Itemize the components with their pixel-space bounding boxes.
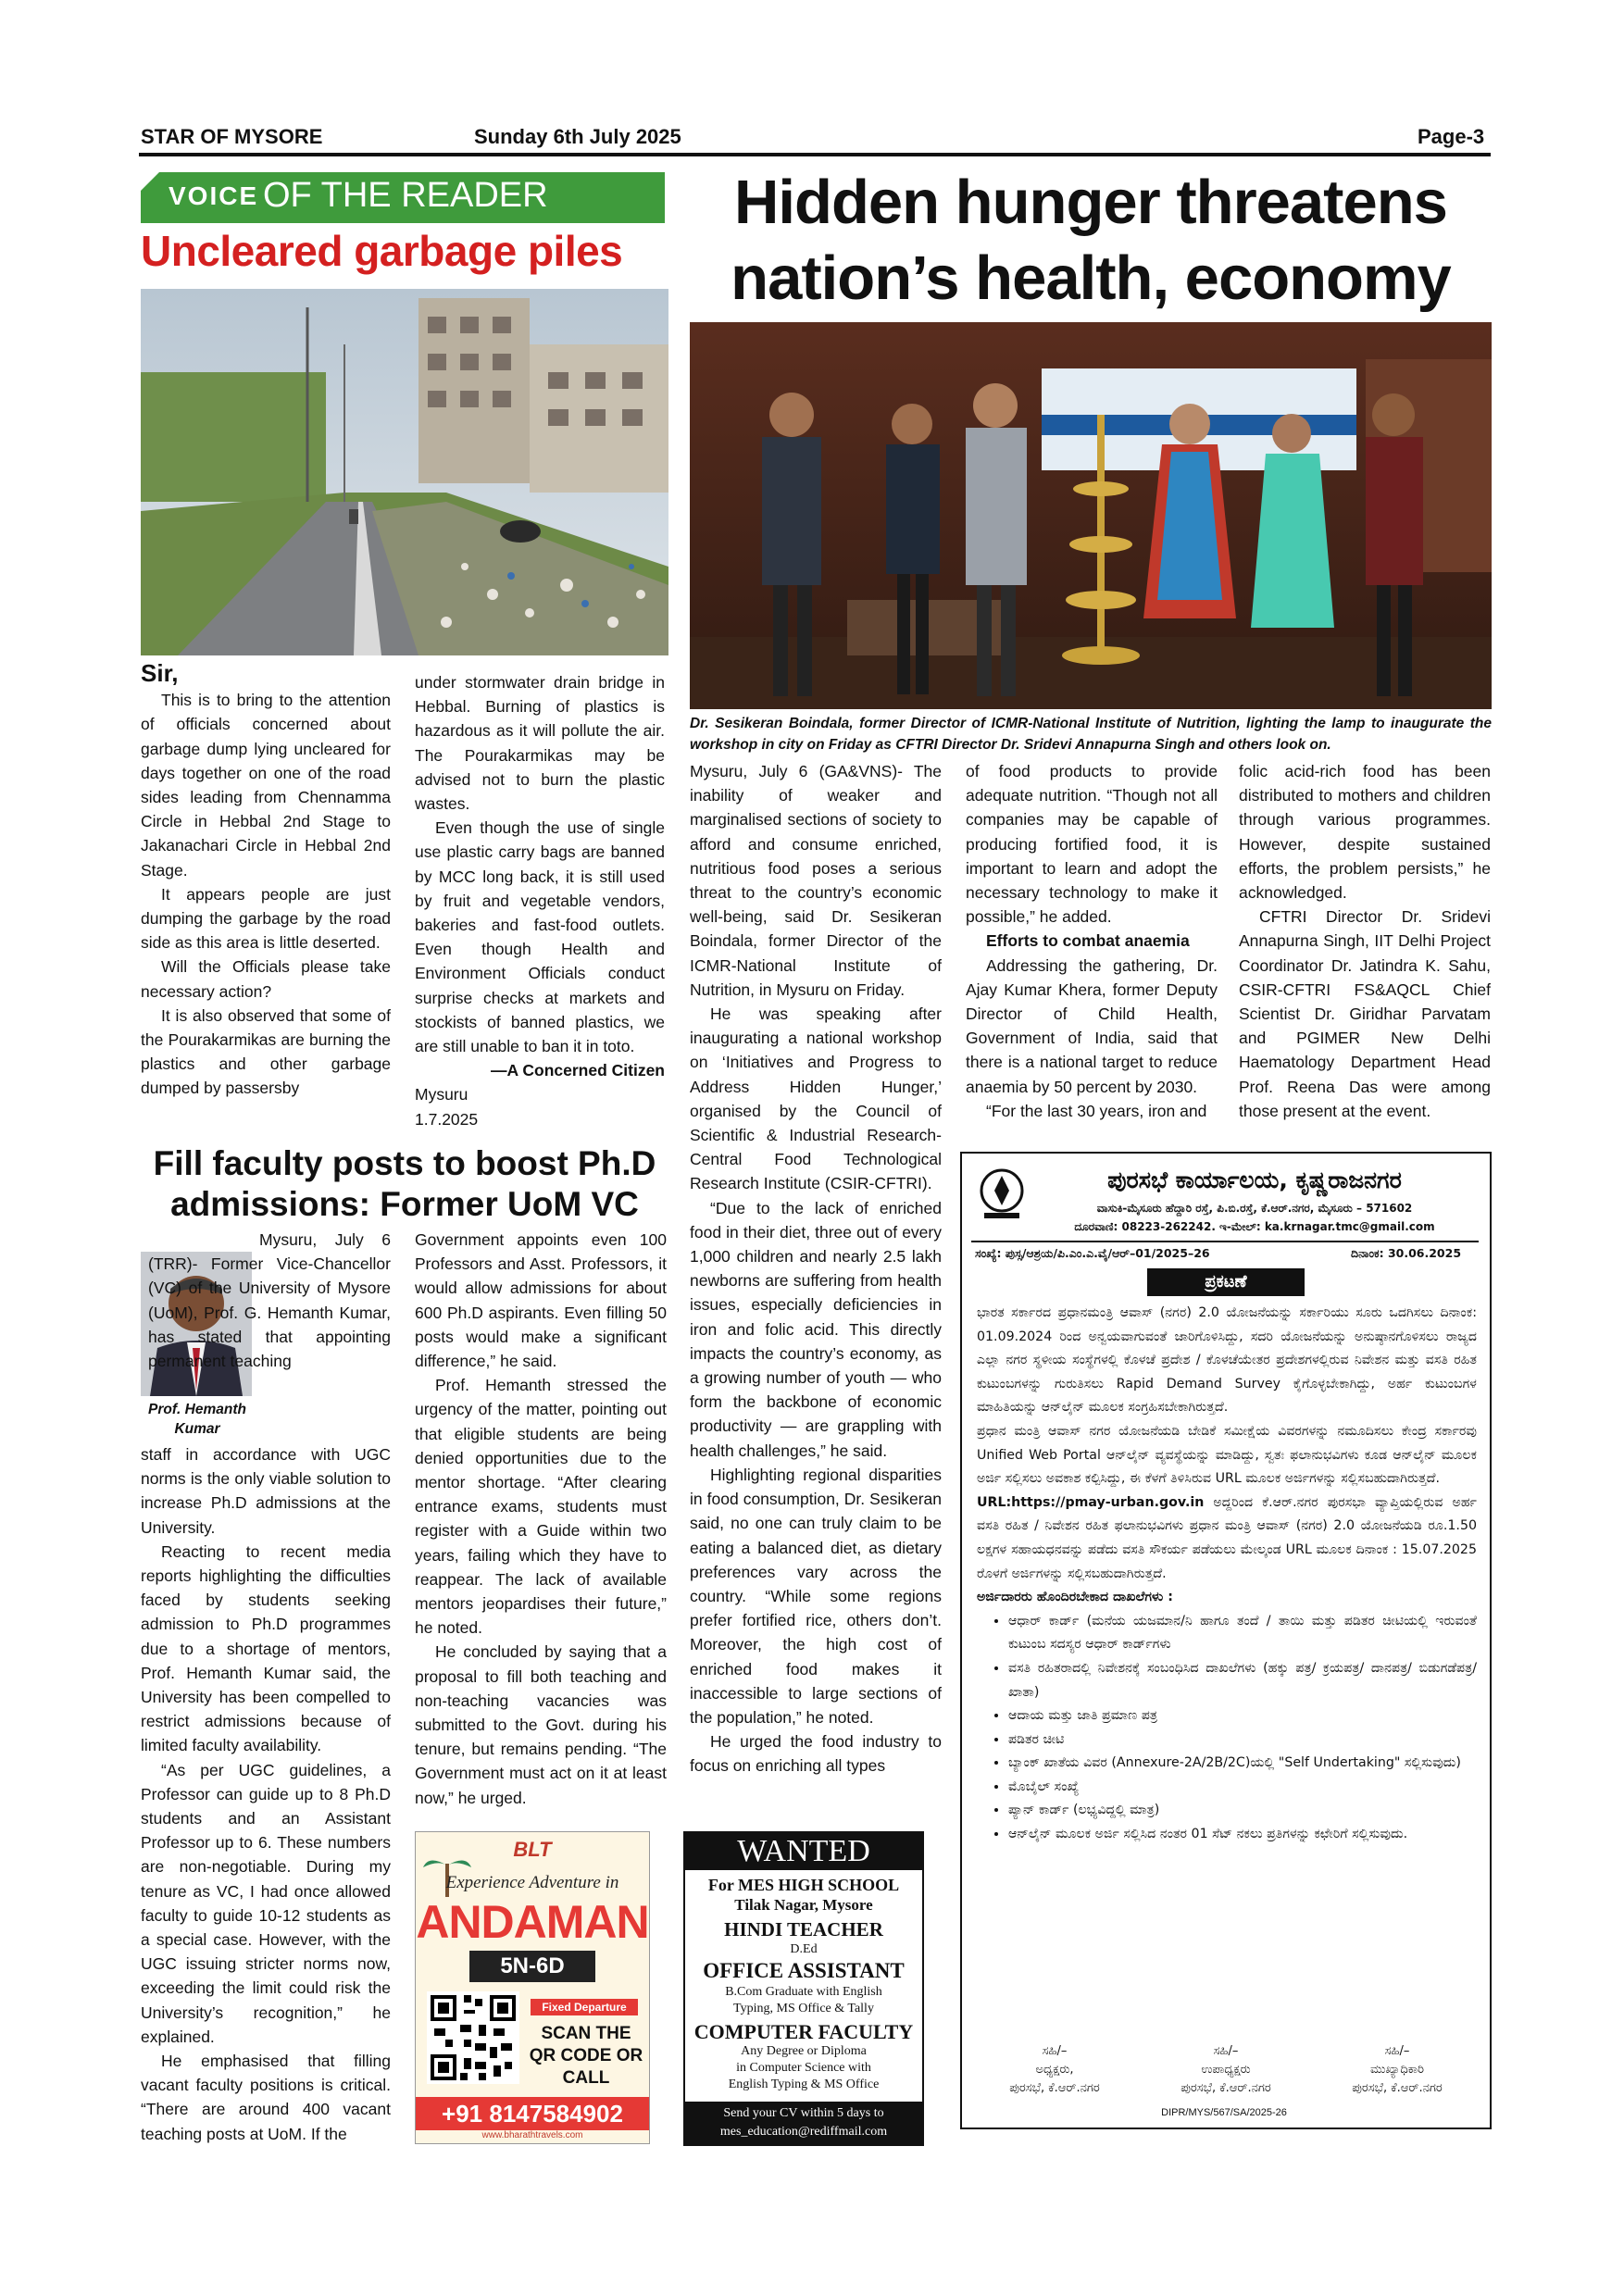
notice-para-3: URL:https://pmay-urban.gov.in ಅದ್ದರಿಂದ ಕೆ.ಆರ್.ನಗರ ಪುರಸಭಾ ವ್ಯಾಪ್ತಿಯಲ್ಲಿರುವ ಅರ್ಹ ವಸತಿ ರಹಿತ / ನಿವೇಶನ ರಹಿತ ಫಲಾನುಭವಿಗಳು ಪ್ರಧಾನ ಮಂತ್ರಿ ಆವಾಸ್ (ನಗರ) 2.0 ಯೋಜನೆಯಡಿ ರೂ.1.50 ಲಕ್ಷಗಳ ಸಹಾಯಧನವನ್ನು ಪಡೆದು ವಸತಿ ಸೌಕರ್ಯ ಪಡೆಯಲು ಮೇಲ್ಕಂಡ URL ಮೂಲಕ ದಿನಾಂಕ : 15.07.2025 ರೊಳಗೆ ಅರ್ಜಿಗಳನ್ನು ಸಲ್ಲಿಸಬಹುದಾಗಿರುತ್ತದೆ.: [977, 1494, 1478, 1581]
notice-url[interactable]: URL:https://pmay-urban.gov.in: [977, 1494, 1205, 1510]
notice-title: ಪುರಸಭೆ ಕಾರ್ಯಾಲಯ, ಕೃಷ್ಣರಾಜನಗರ: [1107, 1167, 1402, 1193]
post-office-assistant: OFFICE ASSISTANT: [703, 1959, 905, 1982]
faculty-lead: Mysuru, July 6 (TRR)- Former Vice-Chancellor (VC) of the University of Mysore (UoM), Prof. G. Hemanth Kumar, has stated that appointing permanent teaching: [148, 1230, 391, 1371]
emblem-icon: [977, 1167, 1027, 1222]
wanted-for: For MES HIGH SCHOOL: [707, 1876, 900, 1894]
story-paragraph: Government appoints even 100 Professors and Asst. Professors, it would allow admissions for about 600 Ph.D aspirants. Even filling 50 posts would make a significant difference,” he said.: [415, 1230, 667, 1371]
andaman-place: ANDAMAN: [416, 1896, 649, 1948]
page-number: Page-3: [1418, 125, 1485, 148]
hunger-column-3: [1239, 759, 1491, 1123]
post-computer-qual-2: in Computer Science with: [736, 2061, 871, 2075]
hunger-column-1: [690, 759, 942, 1778]
voice-badge: [141, 172, 665, 223]
story-paragraph: “For the last 30 years, iron and: [986, 1101, 1207, 1120]
andaman-tagline: Experience Adventure in: [445, 1873, 619, 1892]
docs-item: • ಆಧಾರ್ ಕಾರ್ಡ್ (ಮನೆಯ ಯಜಮಾನ/ನಿ ಹಾಗೂ ತಂದೆ / ತಾಯಿ ಮತ್ತು ಪಡಿತರ ಚೀಟಿಯಲ್ಲಿ ಇರುವಂತೆ ಕುಟುಂಬ ಸದಸ್ಯರ ಆಧಾರ್ ಕಾರ್ಡ್‌ಗಳು: [1008, 1610, 1477, 1657]
issue-date: Sunday 6th July 2025: [474, 125, 681, 148]
phone-number[interactable]: +91 8147584902: [416, 2097, 649, 2130]
signature-president: ಸಹಿ/– ಅಧ್ಯಕ್ಷರು, ಪುರಸಭೆ, ಕೆ.ಆರ್.ನಗರ: [1009, 2044, 1100, 2095]
garbage-photo: [141, 289, 668, 655]
hunger-column-2: [966, 759, 1218, 1123]
faculty-column-1: [141, 1442, 391, 2146]
hunger-headline-1: Hidden hunger threatens: [734, 168, 1447, 237]
docs-item: • ಪಡಿತರ ಚೀಟಿ: [1008, 1728, 1477, 1753]
wanted-title: WANTED: [685, 1833, 922, 1870]
docs-item: • ಬ್ಯಾಂಕ್ ಖಾತೆಯ ವಿವರ (Annexure-2A/2B/2C)ಯಲ್ಲಿ "Self Undertaking" ಸಲ್ಲಿಸುವುದು): [1008, 1752, 1477, 1776]
voice-column-2: [415, 670, 665, 1131]
paper-name: STAR OF MYSORE: [141, 125, 323, 148]
story-paragraph: Prof. Hemanth stressed the urgency of the matter, pointing out that eligible students are being denied opportunities due to the mentor shortage. “After clearing entrance exams, students must register with a Guide within two years, failing which they have to reappear. The lack of available mentors jeopardises their future,” he noted.: [415, 1376, 667, 1638]
voice-badge-b: OF THE READER: [263, 176, 548, 215]
dipr-ref: DIPR/MYS/567/SA/2025-26: [1161, 2107, 1287, 2118]
wanted-address: Tilak Nagar, Mysore: [734, 1896, 873, 1914]
faculty-column-2: [415, 1228, 667, 1810]
story-paragraph: of food products to provide adequate nutrition. “Though not all companies may be capable of producing fortified food, it is important to learn and adopt the necessary technology to make it possible,” he added.: [966, 762, 1218, 927]
wanted-footer-1: Send your CV within 5 days to: [723, 2106, 884, 2120]
post-hindi-teacher: HINDI TEACHER: [724, 1918, 883, 1940]
story-paragraph: He urged the food industry to focus on enriching all types: [690, 1732, 942, 1776]
salutation: Sir,: [141, 659, 179, 687]
story-paragraph: staff in accordance with UGC norms is the only viable solution to increase Ph.D admissions at the University.: [141, 1445, 391, 1537]
portrait-caption: Prof. Hemanth Kumar: [148, 1402, 246, 1437]
notice-para-1: ಭಾರತ ಸರ್ಕಾರದ ಪ್ರಧಾನಮಂತ್ರಿ ಆವಾಸ್ (ನಗರ) 2.0 ಯೋಜನೆಯನ್ನು ಸರ್ಕಾರಿಯು ಸೂರು ಒದಗಿಸಲು ದಿನಾಂಕ: 01.09.2024 ರಿಂದ ಅನ್ವಯವಾಗುವಂತೆ ಜಾರಿಗೊಳಿಸಿದ್ದು, ಸದರಿ ಯೋಜನೆಯನ್ನು ಅನುಷ್ಠಾನಗೊಳಿಸಲು ರಾಜ್ಯದ ಎಲ್ಲಾ ನಗರ ಸ್ಥಳೀಯ ಸಂಸ್ಥೆಗಳಲ್ಲಿ ಕೊಳಚೆ ಪ್ರದೇಶ / ಕೊಳಚೆಯೇತರ ಪ್ರದೇಶಗಳಲ್ಲಿರುವ ನಿವೇಶನ ಮತ್ತು ವಸತಿ ರಹಿತ ಕುಟುಂಬಗಳನ್ನು ಗುರುತಿಸಲು Rapid Demand Survey ಕೈಗೊಳ್ಳಬೇಕಾಗಿದ್ದು, ಅರ್ಹ ಕುಟುಂಬಗಳ ಮಾಹಿತಿಯನ್ನು ಆನ್‌ಲೈನ್ ಮೂಲಕ ಸಂಗ್ರಹಿಸಬೇಕಾಗಿರುತ್ತದೆ.: [977, 1305, 1477, 1416]
docs-list: [977, 1610, 1477, 1847]
notice-phone: ದೂರವಾಣಿ: 08223-262242. ಇ-ಮೇಲ್: ka.krnagar.tmc@gmail.com: [1074, 1220, 1435, 1233]
docs-item: • ಪ್ಯಾನ್ ಕಾರ್ಡ್ (ಲಭ್ಯವಿದ್ದಲ್ಲಿ ಮಾತ್ರ): [1008, 1799, 1477, 1823]
scan-text: SCAN THE QR CODE OR CALL: [529, 2024, 643, 2088]
faculty-headline-1: Fill faculty posts to boost Ph.D: [153, 1144, 656, 1182]
letter-paragraph: This is to bring to the attention of officials concerned about garbage dump lying uncleared for days together on one of the road sides leading from Chennamma Circle in Hebbal 2nd Stage to Jakanachari Circle in Hebbal 2nd Stage.: [141, 691, 391, 880]
notice-ref: ಸಂಖ್ಯೆ: ಪುಸ್ಸ/ಆಶ್ರಯ/ಪಿ.ಎಂ.ಎ.ವೈ/ಆರ್–01/2025–26: [975, 1246, 1210, 1260]
letter-signature: —A Concerned Citizen: [491, 1061, 665, 1080]
story-paragraph: “As per UGC guidelines, a Professor can guide up to 8 Ph.D students and an Assistant Professor up to 6. These numbers are non-negotiable. During my tenure as VC, I had once allowed faculty to guide 10-12 students as a special case. However, with the UGC issuing stricter norms now, exceeding the limit could risk the University’s recognition,” he explained.: [141, 1760, 391, 2046]
story-paragraph: Addressing the gathering, Dr. Ajay Kumar Khera, former Deputy Director of Child Health, Government of India, said that there is a national target to reduce anaemia by 50 percent by 2030.: [966, 955, 1218, 1096]
letter-place: Mysuru: [415, 1085, 468, 1104]
story-subhead: Efforts to combat anaemia: [986, 931, 1190, 951]
faculty-column-1-top: [148, 1228, 391, 1373]
story-paragraph: He concluded by saying that a proposal to fill both teaching and non-teaching vacancies was submitted to the Govt. during his tenure, but remains pending. “The Government must act on it at least now,” he urged.: [415, 1642, 667, 1807]
notice-address: ವಾಸುಕಿ-ಮೈಸೂರು ಹೆದ್ದಾರಿ ರಸ್ತೆ, ಪಿ.ಬಿ.ರಸ್ತೆ, ಕೆ.ಆರ್.ನಗರ, ಮೈಸೂರು – 571602: [1096, 1202, 1413, 1215]
letter-paragraph: Will the Officials please take necessary action?: [141, 957, 391, 1001]
notice-body: [977, 1302, 1477, 1847]
letter-paragraph: It appears people are just dumping the garbage by the road side as this area is little deserted.: [141, 884, 391, 953]
post-office-qual-1: B.Com Graduate with English: [725, 1985, 882, 1999]
blt-logo: BLT: [513, 1838, 552, 1861]
story-paragraph: Highlighting regional disparities in food consumption, Dr. Sesikeran said, no one can truly claim to be eating a balanced diet, as dietary preferences vary across the country. “While some regions prefer fortified rice, others don’t. Moreover, the high cost of enriched food makes it inaccessible to large sections of the population,” he noted.: [690, 1465, 942, 1727]
voice-headline: Uncleared garbage piles: [141, 227, 623, 275]
wanted-footer: [685, 2102, 922, 2146]
post-office-qual-2: Typing, MS Office & Tally: [733, 2002, 874, 2015]
story-paragraph: folic acid-rich food has been distributed to mothers and children through various programmes. However, despite sustained efforts, the problem persists,” he acknowledged.: [1239, 762, 1491, 903]
letter-paragraph: Even though the use of single use plastic carry bags are banned by MCC long back, it is still used by fruit and vegetable vendors, bakeries and fast-food outlets. Even though Health and Environment Officials conduct surprise checks at markets and stockists of banned plastics, we are still unable to ban it in toto.: [415, 818, 665, 1056]
post-computer-faculty: COMPUTER FACULTY: [693, 2020, 914, 2043]
notice-rule: [971, 1241, 1479, 1242]
story-paragraph: He emphasised that filling vacant faculty positions is critical. “There are around 400 vacant teaching posts at UoM. If the: [141, 2052, 391, 2143]
story-paragraph: Mysuru, July 6 (GA&VNS)- The inability of weaker and marginalised sections of society to afford and consume enriched, nutritious food poses a serious threat to the country’s economic well-being, said Dr. Sesikeran Boindala, former Director of the ICMR-National Institute of Nutrition, in Mysuru on Friday.: [690, 762, 942, 999]
notice-label: ಪ್ರಕಟಣೆ: [1147, 1268, 1305, 1296]
fixed-departure-badge: Fixed Departure: [531, 1999, 638, 2015]
story-paragraph: He was speaking after inaugurating a national workshop on ‘Initiatives and Progress to Address Hidden Hunger,’ organised by the Council of Scientific & Industrial Research-Central Food Technological Research Institute (CSIR-CFTRI).: [690, 1004, 942, 1193]
letter-date: 1.7.2025: [415, 1109, 479, 1129]
website[interactable]: www.bharathtravels.com: [481, 2130, 583, 2140]
docs-heading: ಅರ್ಜಿದಾರರು ಹೊಂದಿರಬೇಕಾದ ದಾಖಲೆಗಳು :: [977, 1590, 1173, 1605]
docs-item: • ಆನ್‌ಲೈನ್ ಮೂಲಕ ಅರ್ಜಿ ಸಲ್ಲಿಸಿದ ನಂತರ 01 ಸೆಟ್ ನಕಲು ಪ್ರತಿಗಳನ್ನು ಕಛೇರಿಗೆ ಸಲ್ಲಿಸುವುದು.: [1008, 1823, 1477, 1847]
story-paragraph: Reacting to recent media reports highlighting the difficulties faced by students seeking admission to Ph.D programmes due to a shortage of mentors, Prof. Hemanth Kumar said, the University has been compelled to restrict admissions because of limited faculty availability.: [141, 1541, 391, 1755]
masthead-rule: [139, 153, 1491, 156]
andaman-ad[interactable]: [415, 1831, 650, 2144]
faculty-headline-2: admissions: Former UoM VC: [170, 1185, 639, 1223]
wanted-email[interactable]: mes_education@rediffmail.com: [719, 2125, 888, 2139]
voice-column-1: [141, 661, 391, 1101]
lamp-lighting-photo: [690, 322, 1492, 709]
docs-item: • ಆದಾಯ ಮತ್ತು ಜಾತಿ ಪ್ರಮಾಣ ಪತ್ರ: [1008, 1704, 1477, 1728]
story-paragraph: “Due to the lack of enriched food in their diet, three out of every 1,000 children and nearly 2.5 lakh newborns are suffering from health issues, especially deficiencies in iron and folic acid. This directly impacts the country’s economy, as a growing number of youth — who form the backbone of economic productivity — are grappling with health challenges,” he said.: [690, 1198, 942, 1460]
post-computer-qual-1: Any Degree or Diploma: [741, 2044, 867, 2058]
notice-para-2: ಪ್ರಧಾನ ಮಂತ್ರಿ ಆವಾಸ್ ನಗರ ಯೋಜನೆಯಡಿ ಬೇಡಿಕೆ ಸಮೀಕ್ಷೆಯ ವಿವರಗಳನ್ನು ನಮೂದಿಸಲು ಕೇಂದ್ರ ಸರ್ಕಾರವು Unified Web Portal ಆನ್‌ಲೈನ್ ವ್ಯವಸ್ಥೆಯನ್ನು ಮಾಡಿದ್ದು, ಸ್ವತಃ ಫಲಾನುಭವಿಗಳು ಕೂಡ ಆನ್‌ಲೈನ್ ಮೂಲಕ ಅರ್ಜಿ ಸಲ್ಲಿಸಲು ಅವಕಾಶ ಕಲ್ಪಿಸಿದ್ದು, ಈ ಕೆಳಗೆ ತಿಳಿಸಿರುವ URL ಮೂಲಕ ಅರ್ಜಿಗಳನ್ನು ಸಲ್ಲಿಸಬಹುದಾಗಿರುತ್ತದೆ.: [977, 1423, 1477, 1487]
voice-badge-a: VOICE: [169, 181, 259, 210]
post-computer-qual-3: English Typing & MS Office: [728, 2078, 880, 2091]
hunger-headline-2: nation’s health, economy: [731, 243, 1451, 313]
docs-item: • ಮೊಬೈಲ್ ಸಂಖ್ಯೆ: [1008, 1776, 1477, 1800]
docs-item: • ವಸತಿ ರಹಿತರಾದಲ್ಲಿ ನಿವೇಶನಕ್ಕೆ ಸಂಬಂಧಿಸಿದ ದಾಖಲೆಗಳು (ಹಕ್ಕು ಪತ್ರ/ ಕ್ರಯಪತ್ರ/ ದಾನಪತ್ರ/ ಬಿಡುಗಡೆಪತ್ರ/ಖಾತಾ): [1008, 1657, 1477, 1704]
qr-code[interactable]: [427, 1991, 519, 2084]
story-paragraph: CFTRI Director Dr. Sridevi Annapurna Singh, IIT Delhi Project Coordinator Dr. Jatindra K. Sahu, CSIR-CFTRI FS&AQCL Chief Scientist Dr. Giridhar Parvatam and PGIMER New Delhi Haematology Department Head Prof. Reena Das were among those present at the event.: [1239, 907, 1491, 1120]
signature-chief-officer: ಸಹಿ/– ಮುಖ್ಯಾಧಿಕಾರಿ ಪುರಸಭೆ, ಕೆ.ಆರ್.ನಗರ: [1352, 2044, 1443, 2095]
wanted-ad: [683, 1831, 924, 2146]
letter-paragraph: It is also observed that some of the Pourakarmikas are burning the plastics and other garbage dumped by passersby: [141, 1005, 391, 1098]
photo-caption: Dr. Sesikeran Boindala, former Director of ICMR-National Institute of Nutrition, lighting the lamp to inaugurate the workshop in city on Friday as CFTRI Director Dr. Sridevi Annapurna Singh and others look on.: [690, 716, 1492, 753]
notice-date: ದಿನಾಂಕ: 30.06.2025: [1351, 1246, 1462, 1260]
letter-paragraph: under stormwater drain bridge in Hebbal. Burning of plastics is hazardous as it will pollute the air. The Pourakarmikas may be advised not to burn the plastic wastes.: [415, 673, 665, 814]
signature-vice-president: ಸಹಿ/– ಉಪಾಧ್ಯಕ್ಷರು ಪುರಸಭೆ, ಕೆ.ಆರ್.ನಗರ: [1181, 2044, 1271, 2095]
andaman-duration: 5N-6D: [469, 1951, 595, 1982]
municipal-notice: [960, 1152, 1492, 2129]
post-hindi-qual: D.Ed: [790, 1942, 818, 1956]
